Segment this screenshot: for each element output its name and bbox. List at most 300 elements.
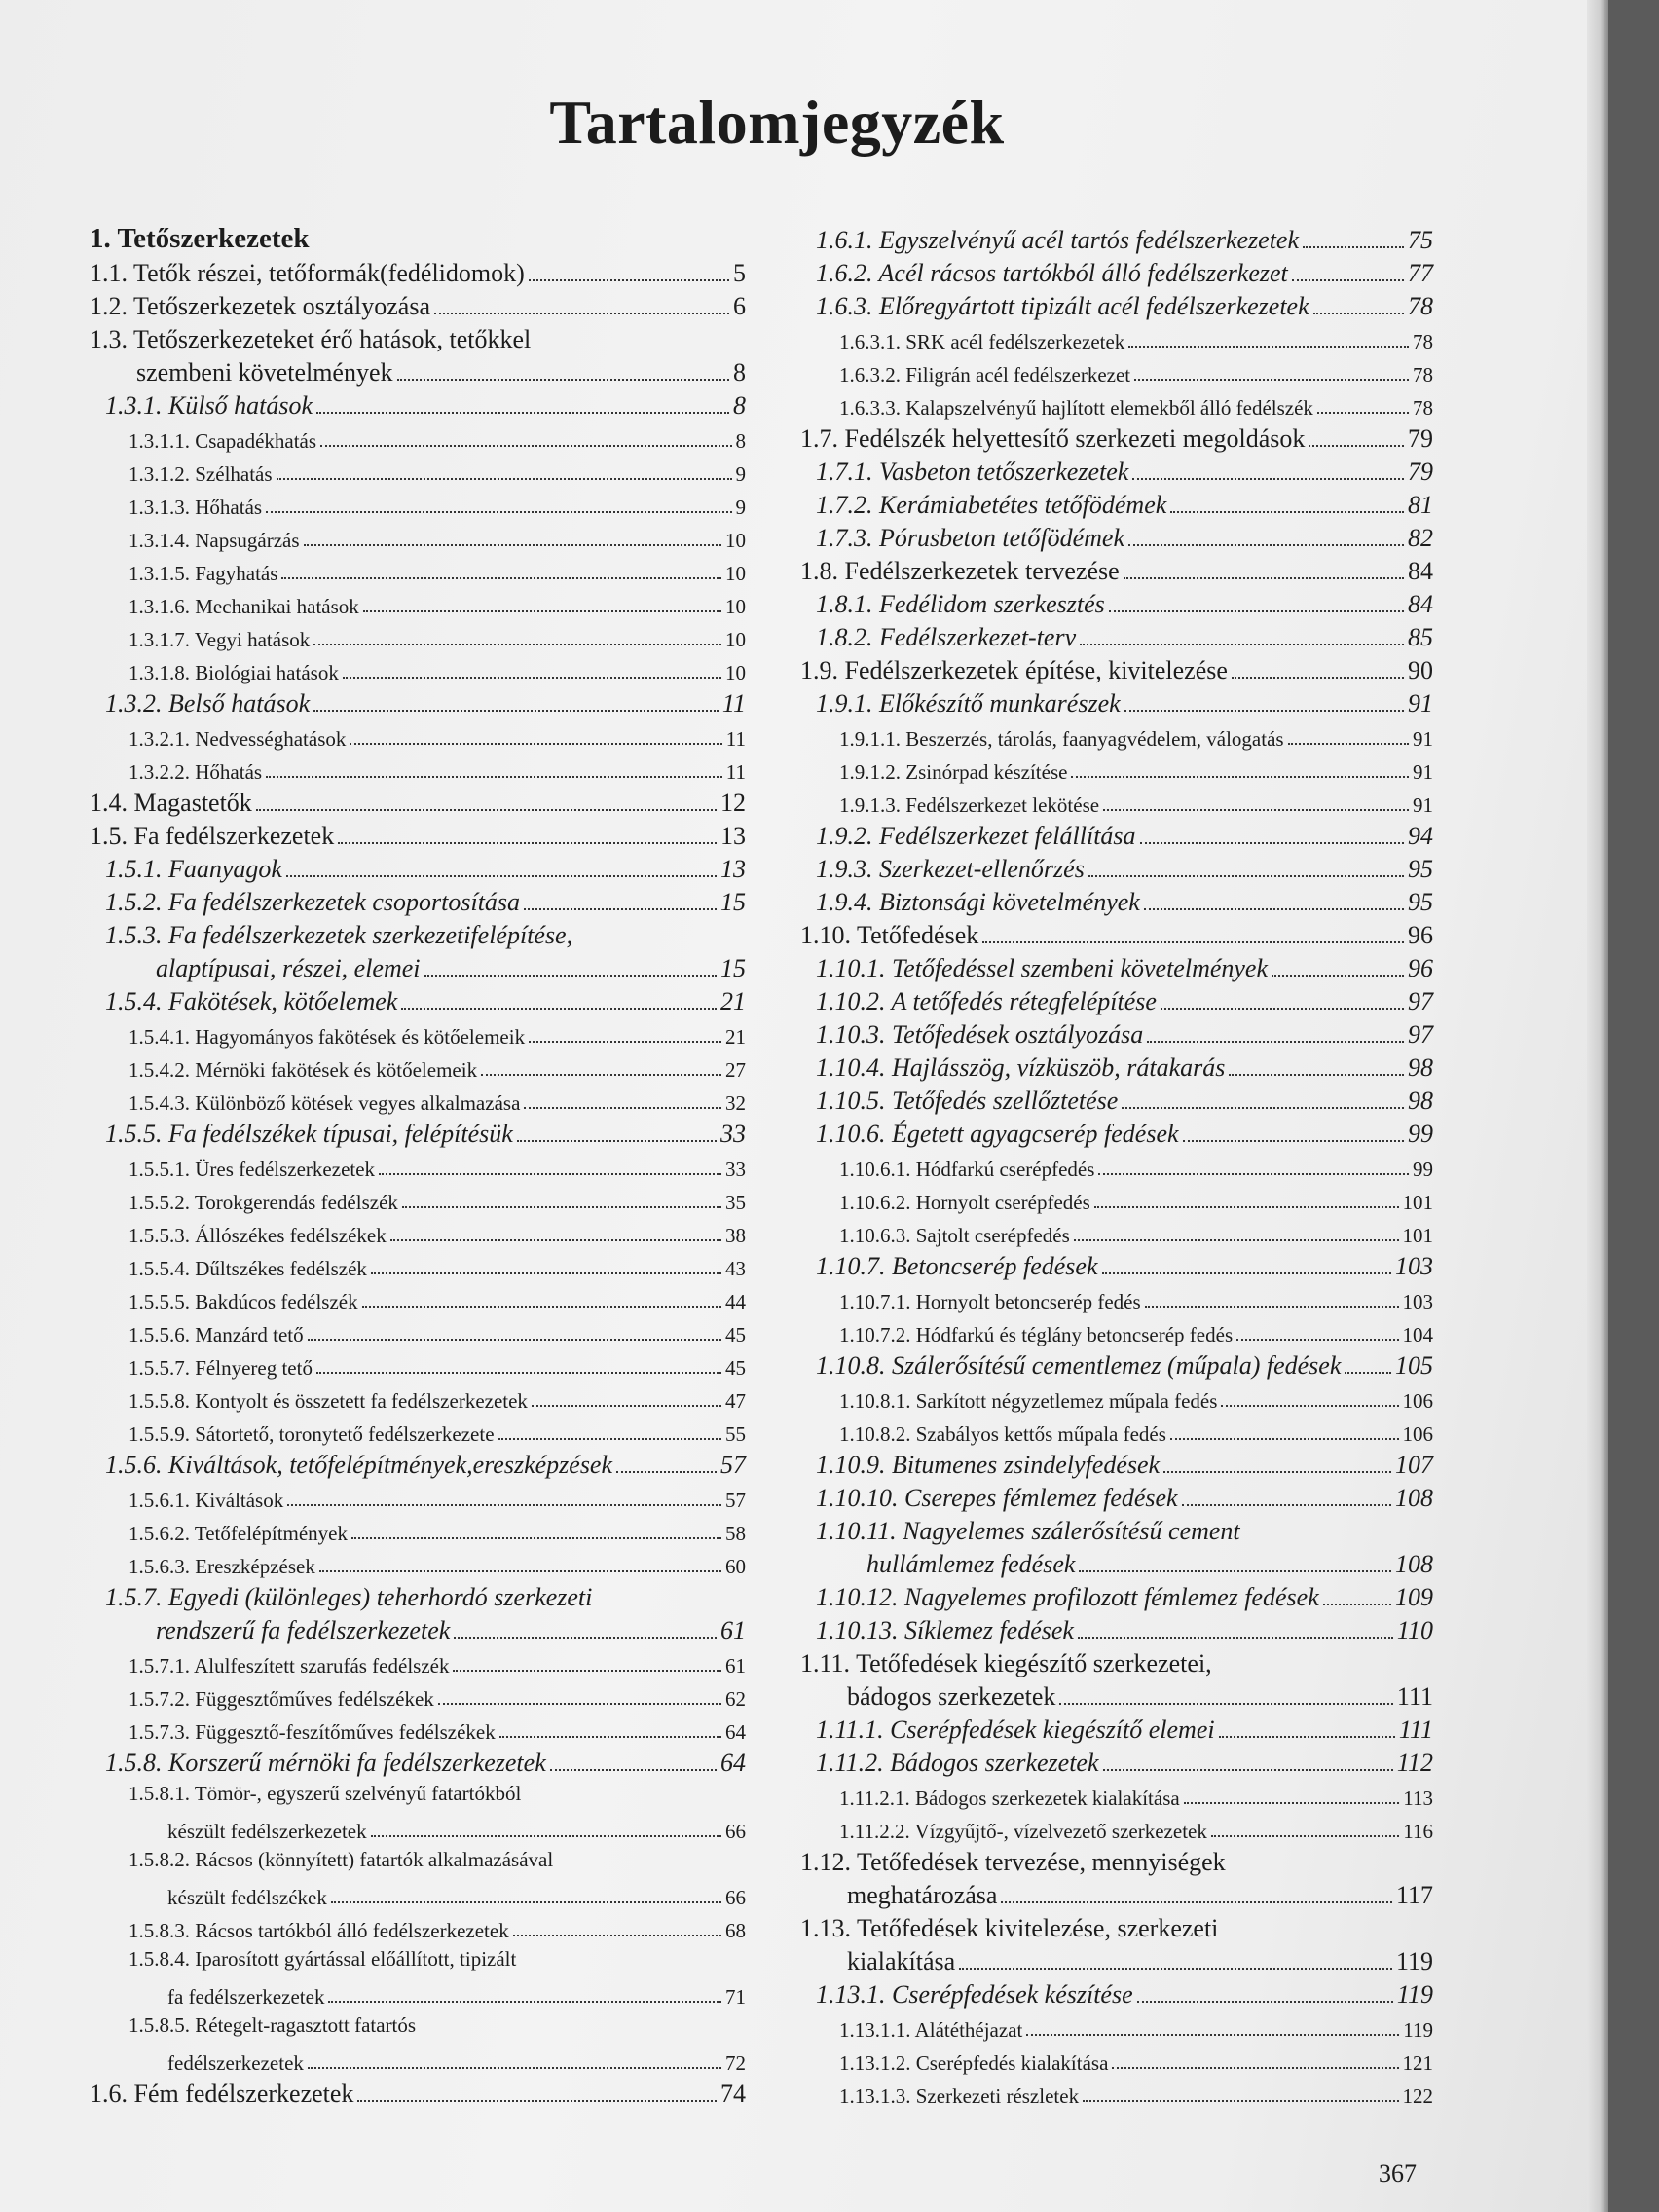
toc-entry[interactable] — [90, 1116, 746, 1149]
toc-entry[interactable] — [800, 619, 1433, 652]
toc-entry[interactable] — [90, 1943, 746, 2009]
toc-entry[interactable] — [90, 884, 746, 917]
toc-entry-title: 1.9.1. Előkészítő munkarészek — [816, 689, 1121, 718]
toc-entry-page: 91 — [1413, 727, 1433, 751]
toc-entry[interactable] — [800, 1281, 1433, 1314]
dot-leader — [1147, 1041, 1404, 1043]
page-number: 367 — [1379, 2159, 1417, 2188]
toc-entry[interactable] — [800, 520, 1433, 553]
toc-entry-title: 1.3.2. Belső hatások — [105, 689, 311, 718]
toc-entry[interactable] — [90, 387, 746, 421]
toc-entry-page: 11 — [721, 689, 746, 718]
dot-leader — [1071, 776, 1409, 778]
dot-leader — [424, 975, 717, 977]
dot-leader — [1103, 1769, 1393, 1771]
toc-entry[interactable] — [90, 1083, 746, 1116]
toc-entry[interactable] — [800, 487, 1433, 520]
toc-entry[interactable] — [800, 321, 1433, 354]
dot-leader — [1170, 1438, 1399, 1440]
toc-entry-title: 1.5.3. Fa fedélszerkezetek szerkezetifelépítése, — [105, 921, 573, 949]
toc-entry[interactable] — [800, 1447, 1433, 1480]
toc-entry-title: 1.5. Fa fedélszerkezetek — [90, 822, 335, 850]
toc-entry-title-continued: alaptípusai, részei, elemei — [156, 954, 421, 982]
dot-leader — [454, 1637, 717, 1639]
toc-entry[interactable] — [800, 1083, 1433, 1116]
dot-leader — [438, 1703, 721, 1705]
toc-entry-page: 84 — [1408, 557, 1433, 585]
dot-leader — [313, 710, 719, 712]
toc-entry-title: 1.3.2.2. Hőhatás — [129, 760, 263, 784]
dot-leader — [1272, 975, 1404, 977]
dot-leader — [434, 313, 729, 314]
toc-entry-page: 43 — [725, 1257, 746, 1280]
toc-entry-title: 1.9.1.1. Beszerzés, tárolás, faanyagvédelem, válogatás — [839, 727, 1284, 751]
dot-leader — [313, 644, 721, 645]
dot-leader — [281, 577, 721, 579]
toc-entry-title: 1.3.1.2. Szélhatás — [129, 462, 273, 486]
toc-entry-page: 117 — [1395, 1881, 1433, 1909]
toc-entry[interactable] — [800, 1248, 1433, 1281]
toc-entry[interactable] — [800, 255, 1433, 288]
page-title: Tartalomjegyzék — [549, 88, 1005, 157]
toc-entry[interactable] — [800, 983, 1433, 1016]
toc-entry-title: 1.2. Tetőszerkezetek osztályozása — [90, 292, 430, 320]
toc-entry-page: 96 — [1408, 921, 1433, 949]
dot-leader — [1345, 1372, 1391, 1374]
dot-leader — [308, 2067, 721, 2069]
toc-entry[interactable] — [90, 520, 746, 553]
toc-entry-page: 58 — [725, 1522, 746, 1545]
toc-entry[interactable] — [800, 1645, 1433, 1712]
toc-entry[interactable] — [90, 421, 746, 454]
toc-entry-page: 44 — [725, 1290, 746, 1313]
toc-entry[interactable] — [90, 1314, 746, 1347]
toc-entry[interactable] — [800, 917, 1433, 950]
toc-entry-page: 8 — [733, 391, 746, 420]
dot-leader — [1163, 1471, 1391, 1473]
dot-leader — [1309, 445, 1404, 447]
dot-leader — [1232, 677, 1404, 679]
toc-entry[interactable] — [90, 619, 746, 652]
toc-entry-title: 1.3.1.1. Csapadékhatás — [129, 429, 317, 453]
dot-leader — [1303, 246, 1404, 248]
toc-entry[interactable] — [800, 851, 1433, 884]
toc-entry[interactable] — [90, 1513, 746, 1546]
toc-entry-title: 1.10.8.1. Sarkított négyzetlemez műpala fedés — [839, 1389, 1218, 1413]
toc-entry-title-continued: készült fedélszerkezetek — [167, 1820, 367, 1843]
toc-entry-title: 1.3.1.4. Napsugárzás — [129, 529, 300, 552]
toc-entry-page: 94 — [1408, 822, 1433, 850]
toc-entry[interactable] — [800, 1513, 1433, 1579]
toc-entry-page: 61 — [720, 1616, 746, 1644]
toc-entry-page: 78 — [1408, 292, 1433, 320]
toc-entry-page: 13 — [720, 855, 746, 883]
toc-entry-page: 103 — [1395, 1252, 1433, 1280]
toc-entry-title: 1.6. Fém fedélszerkezetek — [90, 2080, 354, 2108]
toc-entry[interactable] — [90, 2076, 746, 2109]
toc-entry[interactable] — [90, 1016, 746, 1050]
toc-entry[interactable] — [800, 1182, 1433, 1215]
toc-entry[interactable] — [800, 553, 1433, 586]
toc-entry[interactable] — [90, 255, 746, 288]
toc-entry[interactable] — [800, 354, 1433, 387]
toc-entry-page: 98 — [1408, 1053, 1433, 1082]
toc-entry-page: 106 — [1402, 1389, 1433, 1413]
toc-entry-page: 101 — [1402, 1191, 1433, 1214]
toc-entry[interactable] — [90, 1844, 746, 1910]
toc-entry-title: 1.9.4. Biztonsági követelmények — [816, 888, 1140, 916]
toc-entry[interactable] — [800, 1215, 1433, 1248]
toc-entry-page: 97 — [1408, 987, 1433, 1015]
toc-entry-title: 1.6.3.3. Kalapszelvényű hajlított elemekből álló fedélszék — [839, 396, 1313, 420]
toc-entry-title-continued: rendszerű fa fedélszerkezetek — [156, 1616, 451, 1644]
toc-entry-title: 1.13.1.2. Cserépfedés kialakítása — [839, 2051, 1109, 2075]
toc-entry[interactable] — [90, 1248, 746, 1281]
dot-leader — [982, 941, 1404, 943]
toc-entry-page: 35 — [725, 1191, 746, 1214]
toc-entry-title: 1.5.7.3. Függesztő-feszítőműves fedélszékek — [129, 1720, 496, 1744]
toc-entry-page: 78 — [1413, 330, 1433, 353]
dot-leader — [1122, 1107, 1404, 1109]
toc-entry-title: 1.10.2. A tetőfedés rétegfelépítése — [816, 987, 1157, 1015]
toc-entry-title-continued: szembeni követelmények — [136, 358, 393, 387]
dot-leader — [266, 511, 731, 513]
toc-entry-title-continued: fa fedélszerkezetek — [167, 1985, 325, 2009]
toc-entry[interactable] — [90, 917, 746, 983]
toc-entry[interactable] — [90, 553, 746, 586]
toc-entry[interactable] — [90, 785, 746, 818]
toc-entry-title: 1.6.3.1. SRK acél fedélszerkezetek — [839, 330, 1125, 353]
toc-entry[interactable] — [800, 586, 1433, 619]
dot-leader — [1323, 1604, 1391, 1605]
toc-entry[interactable] — [800, 1414, 1433, 1447]
toc-entry-title: 1.5.8.1. Tömör-, egyszerű szelvényű fatartókból — [129, 1782, 522, 1805]
toc-entry-page: 47 — [725, 1389, 746, 1413]
toc-entry-page: 21 — [725, 1025, 746, 1049]
toc-entry-title: 1.10.6. Égetett agyagcserép fedések — [816, 1120, 1179, 1148]
toc-entry-title: 1.7.3. Pórusbeton tetőfödémek — [816, 524, 1124, 552]
toc-entry-title-continued: hullámlemez fedések — [866, 1550, 1076, 1578]
dot-leader — [1170, 511, 1404, 513]
dot-leader — [1236, 1339, 1398, 1341]
toc-entry[interactable] — [90, 752, 746, 785]
dot-leader — [316, 412, 729, 414]
toc-entry[interactable] — [800, 818, 1433, 851]
toc-entry[interactable] — [800, 387, 1433, 421]
toc-entry[interactable] — [90, 1149, 746, 1182]
dot-leader — [350, 743, 721, 745]
toc-entry[interactable] — [800, 1910, 1433, 1976]
dot-leader — [351, 1537, 721, 1539]
dot-leader — [1026, 2034, 1399, 2036]
dot-leader — [379, 1173, 721, 1175]
dot-leader — [1161, 1008, 1404, 1010]
toc-entry[interactable] — [800, 1778, 1433, 1811]
toc-entry[interactable] — [90, 983, 746, 1016]
toc-entry[interactable] — [90, 1480, 746, 1513]
toc-entry[interactable] — [800, 454, 1433, 487]
toc-entry[interactable] — [90, 2009, 746, 2076]
toc-entry[interactable] — [800, 1347, 1433, 1381]
toc-entry-page: 10 — [725, 562, 746, 585]
toc-entry[interactable] — [90, 1712, 746, 1745]
toc-entry-title: 1.7. Fedélszék helyettesítő szerkezeti megoldások — [800, 424, 1306, 453]
toc-entry[interactable] — [90, 1745, 746, 1778]
toc-entry-page: 9 — [735, 496, 746, 519]
toc-entry[interactable] — [800, 1579, 1433, 1612]
toc-entry[interactable] — [800, 752, 1433, 785]
toc-entry[interactable] — [800, 1314, 1433, 1347]
dot-leader — [1288, 743, 1409, 745]
toc-entry[interactable] — [90, 487, 746, 520]
toc-entry-page: 101 — [1402, 1224, 1433, 1247]
toc-entry[interactable] — [90, 321, 746, 387]
toc-entry[interactable] — [800, 1149, 1433, 1182]
toc-entry-title: 1.5.6.3. Ereszképzések — [129, 1555, 315, 1578]
dot-leader — [1144, 908, 1404, 910]
dot-leader — [1145, 1306, 1399, 1308]
toc-entry-page: 107 — [1395, 1451, 1433, 1479]
toc-entry[interactable] — [800, 1381, 1433, 1414]
toc-entry-page: 91 — [1413, 793, 1433, 817]
toc-entry-title: 1.10.5. Tetőfedés szellőztetése — [816, 1087, 1119, 1115]
toc-entry-page: 91 — [1413, 760, 1433, 784]
toc-entry[interactable] — [90, 1678, 746, 1712]
toc-entry-page: 64 — [720, 1749, 746, 1777]
toc-entry[interactable] — [90, 1778, 746, 1844]
toc-entry[interactable] — [90, 1414, 746, 1447]
toc-entry-page: 75 — [1408, 226, 1433, 254]
toc-entry-title: 1.5.5.6. Manzárd tető — [129, 1323, 304, 1346]
toc-entry[interactable] — [90, 454, 746, 487]
toc-entry[interactable] — [800, 1480, 1433, 1513]
toc-entry-page: 10 — [725, 661, 746, 684]
toc-entry-page: 104 — [1402, 1323, 1433, 1346]
dot-leader — [308, 1339, 721, 1341]
toc-entry[interactable] — [800, 2009, 1433, 2043]
toc-entry-title: 1.6.3. Előregyártott tipizált acél fedélszerkezetek — [816, 292, 1309, 320]
toc-entry[interactable] — [90, 719, 746, 752]
toc-entry-title: 1.5.5.3. Állószékes fedélszékek — [129, 1224, 387, 1247]
dot-leader — [371, 1835, 721, 1837]
toc-entry-title: 1.8. Fedélszerkezetek tervezése — [800, 557, 1120, 585]
toc-entry[interactable] — [90, 1546, 746, 1579]
toc-entry-title: 1.11.2.1. Bádogos szerkezetek kialakítása — [839, 1787, 1180, 1810]
toc-entry-title: 1.10.1. Tetőfedéssel szembeni követelmények — [816, 954, 1269, 982]
toc-entry[interactable] — [800, 288, 1433, 321]
dot-leader — [1102, 1272, 1391, 1274]
dot-leader — [1132, 478, 1404, 480]
dot-leader — [287, 1504, 721, 1506]
toc-entry[interactable] — [90, 1381, 746, 1414]
toc-entry-title: 1.11.1. Cserépfedések kiegészítő elemei — [816, 1715, 1215, 1744]
toc-entry[interactable] — [800, 652, 1433, 685]
toc-entry-page: 12 — [720, 789, 746, 817]
toc-entry[interactable] — [90, 1579, 746, 1645]
toc-entry-title: 1.5.5.2. Torokgerendás fedélszék — [129, 1191, 398, 1214]
toc-entry-title: 1.3.1.3. Hőhatás — [129, 496, 263, 519]
toc-entry[interactable] — [90, 1215, 746, 1248]
toc-entry[interactable] — [800, 685, 1433, 719]
toc-entry-title: 1.13. Tetőfedések kivitelezése, szerkezeti — [800, 1914, 1219, 1942]
toc-entry-page: 85 — [1408, 623, 1433, 651]
dot-leader — [397, 379, 729, 381]
toc-entry-page: 11 — [725, 760, 746, 784]
toc-entry[interactable] — [800, 421, 1433, 454]
toc-entry-page: 91 — [1408, 689, 1433, 718]
dot-leader — [276, 478, 732, 480]
dot-leader — [453, 1670, 721, 1672]
dot-leader — [304, 544, 721, 546]
toc-entry-title: 1.5.8. Korszerű mérnöki fa fedélszerkezetek — [105, 1749, 546, 1777]
toc-entry-title: 1.10.6.3. Sajtolt cserépfedés — [839, 1224, 1070, 1247]
toc-entry[interactable] — [90, 1050, 746, 1083]
toc-entry-title: 1.8.2. Fedélszerkezet-terv — [816, 623, 1077, 651]
dot-leader — [256, 809, 717, 811]
toc-entry-title: 1.10.7.1. Hornyolt betoncserép fedés — [839, 1290, 1141, 1313]
toc-entry-title: 1.11.2. Bádogos szerkezetek — [816, 1749, 1099, 1777]
toc-entry[interactable] — [90, 1645, 746, 1678]
dot-leader — [513, 1935, 721, 1936]
toc-entry-title: 1.11. Tetőfedések kiegészítő szerkezetei, — [800, 1649, 1212, 1677]
toc-entry-page: 113 — [1403, 1787, 1433, 1810]
toc-entry[interactable] — [90, 818, 746, 851]
dot-leader — [1094, 1206, 1399, 1208]
toc-entry-title: 1.8.1. Fedélidom szerkesztés — [816, 590, 1105, 618]
toc-entry-page: 66 — [725, 1886, 746, 1909]
dot-leader — [1103, 809, 1409, 811]
toc-entry-page: 78 — [1413, 396, 1433, 420]
toc-entry[interactable] — [90, 222, 746, 255]
toc-entry-title: 1.7.2. Kerámiabetétes tetőfödémek — [816, 491, 1167, 519]
toc-entry[interactable] — [800, 222, 1433, 255]
toc-entry[interactable] — [90, 685, 746, 719]
toc-entry-page: 33 — [720, 1120, 746, 1148]
toc-entry[interactable] — [90, 1182, 746, 1215]
toc-entry[interactable] — [90, 1281, 746, 1314]
toc-entry-title: 1.6.2. Acél rácsos tartókból álló fedélszerkezet — [816, 259, 1288, 287]
dot-leader — [550, 1769, 717, 1771]
toc-entry[interactable] — [800, 1811, 1433, 1844]
toc-entry-title: 1.5.6. Kiváltások, tetőfelépítmények,ereszképzések — [105, 1451, 613, 1479]
toc-entry-title: 1.5.4.2. Mérnöki fakötések és kötőelemeik — [129, 1058, 478, 1082]
dot-leader — [616, 1471, 717, 1473]
toc-entry[interactable] — [800, 1612, 1433, 1645]
toc-entry-page: 111 — [1396, 1682, 1433, 1711]
dot-leader — [1088, 875, 1404, 877]
toc-entry-title: 1.5.4.3. Különböző kötések vegyes alkalmazása — [129, 1091, 521, 1115]
toc-entry-page: 95 — [1408, 855, 1433, 883]
dot-leader — [1183, 1140, 1404, 1142]
toc-entry[interactable] — [90, 1910, 746, 1943]
toc-entry-page: 119 — [1396, 1980, 1433, 2009]
toc-entry[interactable] — [800, 2043, 1433, 2076]
dot-leader — [517, 1140, 717, 1142]
toc-entry-title: 1.5.6.1. Kiváltások — [129, 1489, 284, 1512]
toc-entry-title: 1.10.11. Nagyelemes szálerősítésű cement — [816, 1517, 1240, 1545]
toc-entry-page: 32 — [725, 1091, 746, 1115]
toc-column-right — [800, 222, 1433, 2109]
toc-entry-title: 1.5.5.4. Dűltszékes fedélszék — [129, 1257, 367, 1280]
toc-entry-page: 9 — [735, 462, 746, 486]
toc-entry-page: 106 — [1402, 1422, 1433, 1446]
dot-leader — [1229, 1074, 1404, 1076]
toc-entry-page: 27 — [725, 1058, 746, 1082]
toc-entry[interactable] — [90, 1347, 746, 1381]
toc-entry-title-continued: készült fedélszékek — [167, 1886, 327, 1909]
toc-entry-title: 1.5.8.4. Iparosított gyártással előállított, tipizált — [129, 1947, 517, 1971]
toc-entry-page: 112 — [1396, 1749, 1433, 1777]
toc-entry-title: 1.3.2.1. Nedvességhatások — [129, 727, 347, 751]
toc-entry-page: 99 — [1413, 1158, 1433, 1181]
toc-entry-title: 1.6.3.2. Filigrán acél fedélszerkezet — [839, 363, 1131, 387]
toc-entry[interactable] — [800, 719, 1433, 752]
toc-entry[interactable] — [800, 1116, 1433, 1149]
toc-entry[interactable] — [800, 785, 1433, 818]
toc-entry[interactable] — [800, 884, 1433, 917]
toc-entry-title: 1.10.6.1. Hódfarkú cserépfedés — [839, 1158, 1095, 1181]
toc-entry[interactable] — [800, 2076, 1433, 2109]
toc-entry-page: 119 — [1395, 1947, 1433, 1975]
toc-entry[interactable] — [800, 950, 1433, 983]
toc-entry-page: 10 — [725, 595, 746, 618]
toc-entry-page: 96 — [1408, 954, 1433, 982]
toc-entry[interactable] — [800, 1745, 1433, 1778]
toc-entry[interactable] — [800, 1976, 1433, 2009]
dot-leader — [331, 1901, 721, 1903]
toc-entry[interactable] — [90, 586, 746, 619]
toc-entry-page: 13 — [720, 822, 746, 850]
toc-entry[interactable] — [90, 652, 746, 685]
toc-entry-page: 10 — [725, 628, 746, 651]
toc-entry[interactable] — [90, 851, 746, 884]
toc-entry-page: 108 — [1395, 1484, 1433, 1512]
toc-entry[interactable] — [800, 1712, 1433, 1745]
dot-leader — [529, 1041, 721, 1043]
toc-entry-page: 82 — [1408, 524, 1433, 552]
toc-entry[interactable] — [800, 1050, 1433, 1083]
toc-entry-title: 1.10.7.2. Hódfarkú és téglány betoncserép fedés — [839, 1323, 1234, 1346]
dot-leader — [328, 2001, 721, 2003]
toc-entry-page: 5 — [733, 259, 746, 287]
toc-entry-page: 79 — [1408, 458, 1433, 486]
dot-leader — [1313, 313, 1404, 314]
toc-entry-page: 68 — [725, 1919, 746, 1942]
dot-leader — [363, 610, 721, 612]
toc-entry-title: 1.7.1. Vasbeton tetőszerkezetek — [816, 458, 1129, 486]
toc-entry-title: 1.5.5.1. Üres fedélszerkezetek — [129, 1158, 376, 1181]
toc-entry-title: 1.5.8.5. Rétegelt-ragasztott fatartós — [129, 2013, 417, 2037]
toc-entry-title: 1.3.1.7. Vegyi hatások — [129, 628, 311, 651]
dot-leader — [1128, 544, 1404, 546]
toc-entry-title: 1.5.5.8. Kontyolt és összetett fa fedélszerkezetek — [129, 1389, 528, 1413]
toc-entry[interactable] — [800, 1016, 1433, 1050]
toc-entry-title: 1. Tetőszerkezetek — [90, 223, 310, 254]
toc-entry-title: 1.10.4. Hajlásszög, vízküszöb, rátakarás — [816, 1053, 1226, 1082]
toc-entry-page: 45 — [725, 1356, 746, 1380]
dot-leader — [498, 1438, 721, 1440]
toc-entry-page: 62 — [725, 1687, 746, 1711]
toc-entry-page: 95 — [1408, 888, 1433, 916]
toc-entry[interactable] — [90, 288, 746, 321]
toc-entry-page: 60 — [725, 1555, 746, 1578]
dot-leader — [1080, 644, 1404, 645]
toc-entry[interactable] — [800, 1844, 1433, 1910]
toc-entry-title: 1.10. Tetőfedések — [800, 921, 979, 949]
toc-entry[interactable] — [90, 1447, 746, 1480]
toc-entry-page: 15 — [720, 888, 746, 916]
toc-entry-page: 11 — [725, 727, 746, 751]
